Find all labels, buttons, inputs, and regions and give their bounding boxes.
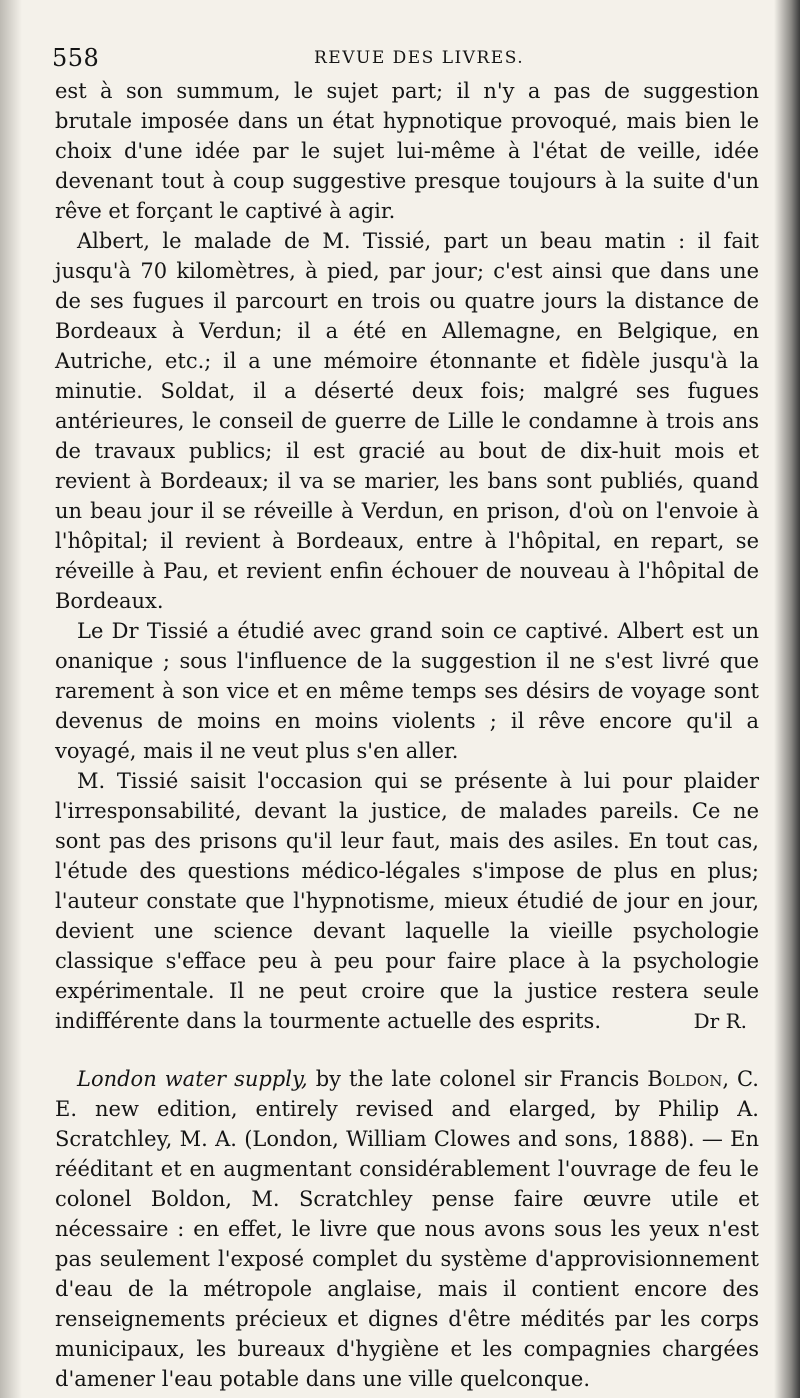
paragraph-albert: Albert, le malade de M. Tissié, part un beau matin : il fait jusqu'à 70 kilomètres, à pied, par jour; c'est ainsi que dans une de ses fugues il parcourt en trois ou quatre jours la distance de Bordeaux à Verdun; il a été en Allemagne, en Belgique, en Autriche, etc.; il a une mémoire étonnante et fidèle jusqu'à la minutie. Soldat, il a déserté deux fois; malgré ses fugues antérieures, le conseil de guerre de Lille le condamne à trois ans de travaux publics; il est gracié au bout de dix-huit mois et revient à Bordeaux; il va se marier, les bans sont publiés, quand un beau jour il se réveille à Verdun, en prison, d'où on l'envoie à l'hôpital; il revient à Bordeaux, entre à l'hôpital, en repart, se réveille à Pau, et revient enfin échouer de nouveau à l'hôpital de Bordeaux. (55, 229, 759, 613)
body-text (55, 76, 759, 1394)
running-head (52, 44, 760, 74)
running-title: REVUE DES LIVRES. (314, 48, 525, 68)
paragraph-responsibility-text: M. Tissié saisit l'occasion qui se présente à lui pour plaider l'irresponsabilité, devant la justice, de malades pareils. Ce ne sont pas des prisons qu'il leur faut, mais des asiles. En tout cas, l'étude des questions médico-légales s'impose de plus en plus; l'auteur constate que l'hypnotisme, mieux étudié de jour en jour, devient une science devant laquelle la vieille psychologie classique s'efface peu à peu pour faire place à la psychologie expérimentale. Il ne peut croire que la justice restera seule indifférente dans la tourmente actuelle des esprits. (55, 769, 759, 1033)
paragraph-continuation: est à son summum, le sujet part; il n'y a pas de suggestion brutale imposée dans un état hypnotique provoqué, mais bien le choix d'une idée par le sujet lui-même à l'état de veille, idée devenant tout à coup suggestive presque toujours à la suite d'un rêve et forçant le captivé à agir. (55, 79, 759, 223)
review-details: , C. E. new edition, entirely revised and elarged, by Philip A. Scratchley, M. A. (London, William Clowes and sons, 1888). — En rééditant et en augmentant considérablement l'ouvrage de feu le colonel Boldon, M. Scratchley pense faire œuvre utile et nécessaire : en effet, le livre que nous avons sous les yeux n'est pas seulement l'exposé complet du système d'approvisionnement d'eau de la métropole anglaise, mais il contient encore des renseignements précieux et dignes d'être médités par les corps municipaux, les bureaux d'hygiène et les compagnies chargées d'amener l'eau potable dans une ville quelconque. (55, 1067, 759, 1391)
section-gap (55, 1036, 759, 1064)
review-intro: by the late colonel sir Francis (307, 1067, 648, 1091)
page-number: 558 (52, 44, 100, 72)
reviewer-signature: Dr R. (693, 1009, 747, 1033)
review-london-water-supply (55, 1064, 759, 1394)
review-author: Boldon (647, 1067, 723, 1091)
paragraph-responsibility (55, 766, 759, 1036)
paragraph-tissie-study: Le Dr Tissié a étudié avec grand soin ce captivé. Albert est un onanique ; sous l'influence de la suggestion il ne s'est livré que rarement à son vice et en même temps ses désirs de voyage sont devenus de moins en moins violents ; il rêve encore qu'il a voyagé, mais il ne veut plus s'en aller. (55, 619, 759, 763)
review-book-title: London water supply, (77, 1067, 308, 1091)
